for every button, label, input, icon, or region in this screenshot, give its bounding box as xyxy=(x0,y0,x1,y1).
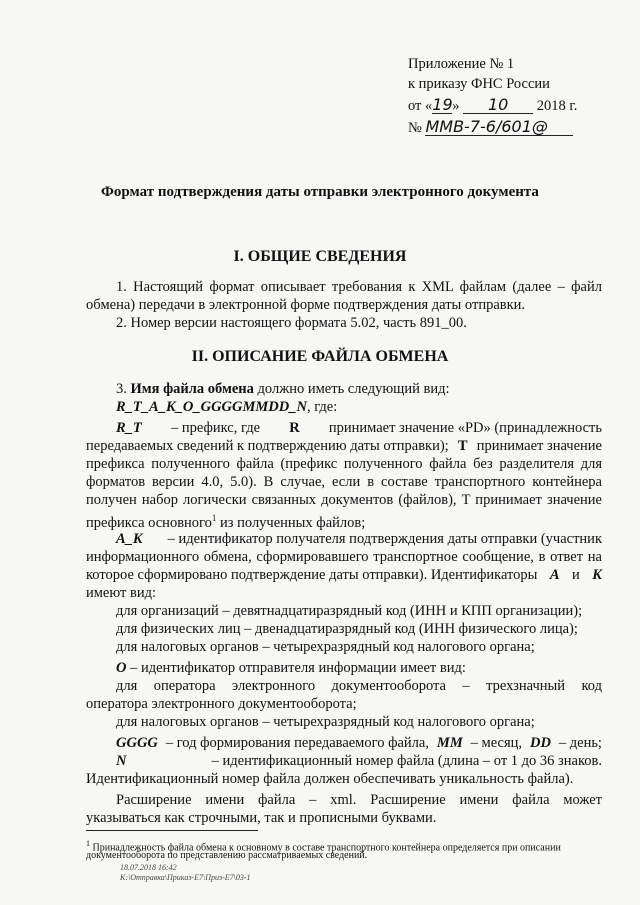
rt-line-6 xyxy=(86,510,365,532)
ak-line-4: имеют вид: xyxy=(86,585,156,601)
rt-line-2 xyxy=(86,438,602,455)
p3-bold: Имя файла обмена xyxy=(130,381,254,397)
order-date xyxy=(408,96,577,115)
o-tax-authorities: для налоговых органов – четырехразрядный код налогового органа; xyxy=(116,714,535,730)
g-var: GGGG xyxy=(116,735,158,751)
extension-line-2: указываться как строчными, так и прописными буквами. xyxy=(86,810,437,826)
extension-line-1: Расширение имени файла – xml. Расширение имени файла может xyxy=(116,792,602,808)
n-line-1 xyxy=(116,753,602,770)
ak-line-3 xyxy=(86,567,602,584)
rt-l1-a: – префикс, где xyxy=(170,420,261,436)
rt-l6-b: из полученных файлов; xyxy=(220,514,366,531)
footnote-ref: 1 xyxy=(211,513,217,523)
number-value: ММВ-7-6/601@ xyxy=(425,118,573,136)
number-prefix: № xyxy=(408,120,422,136)
paragraph-1-line-1: 1. Настоящий формат описывает требования к XML файлам (далее – файл xyxy=(116,279,602,295)
o-operator-line-1: для оператора электронного документооборота – трехзначный код xyxy=(116,678,602,694)
print-stamp-line-1: 18.07.2018 16:42 xyxy=(120,863,177,872)
n-var: N xyxy=(116,753,127,769)
rt-l1-b: принимает значение «PD» (принадлежность xyxy=(328,420,602,436)
rt-line-1 xyxy=(116,420,602,437)
ak-l1: – идентификатор получателя подтверждения даты отправки (участник xyxy=(167,531,602,547)
paragraph-1-line-2: обмена) передачи в электронной форме подтверждения даты отправки. xyxy=(86,297,526,313)
footnote-line-2: документооборота по представлению рассматриваемых сведений. xyxy=(86,850,368,861)
date-month: 10 xyxy=(463,96,533,114)
document-title: Формат подтверждения даты отправки электронного документа xyxy=(101,184,539,200)
o-var: O xyxy=(116,660,127,676)
ak-l3: которое сформировано подтверждение даты отправки). Идентификаторы xyxy=(86,567,538,583)
ak-l3-and: и xyxy=(572,567,580,583)
rt-l2-b: принимает значение xyxy=(476,438,602,454)
footnote-mark: 1 xyxy=(86,839,90,848)
print-stamp-line-2: К:\Отправка\Приказ-Е7\Приз-Е7\03-1 xyxy=(120,873,251,882)
ak-organizations: для организаций – девятнадцатиразрядный код (ИНН и КПП организации); xyxy=(116,603,583,619)
rt-l6-a: префикса основного xyxy=(86,514,212,531)
ak-line-2: информационного обмена, сформировавшего транспортное сообщение, в ответ на xyxy=(86,549,602,565)
g-line xyxy=(116,735,602,752)
ak-individuals: для физических лиц – двенадцатиразрядный код (ИНН физического лица); xyxy=(116,621,578,637)
g-rest-1: – год формирования передаваемого файла, xyxy=(165,735,429,751)
pattern-value: R_T_A_K_O_GGGGMMDD_N xyxy=(116,399,307,415)
footnote-separator xyxy=(86,830,258,831)
rt-line-4: форматов версии 4.0, 5.0). В случае, если в составе транспортного контейнера xyxy=(86,474,602,490)
date-year: 2018 г. xyxy=(536,98,578,114)
paragraph-3 xyxy=(116,381,450,398)
paragraph-2: 2. Номер версии настоящего формата 5.02, часть 891_00. xyxy=(116,315,467,331)
filename-pattern xyxy=(116,399,337,416)
rt-l1-r: R xyxy=(289,420,300,436)
o-operator-line-2: оператора электронного документооборота; xyxy=(86,696,357,712)
section-1-title: I. ОБЩИЕ СВЕДЕНИЯ xyxy=(233,248,407,265)
date-day: 19 xyxy=(432,95,453,114)
order-label: к приказу ФНС России xyxy=(408,76,550,92)
rt-l2-a: передаваемых сведений к подтверждению даты отправки); xyxy=(86,438,449,454)
o-line xyxy=(116,660,466,677)
g-rest-2: – месяц, xyxy=(470,735,523,751)
rt-l2-t: T xyxy=(457,438,468,454)
footnote-text-1: Принадлежность файла обмена к основному в составе транспортного контейнера определяется при описании xyxy=(92,842,561,854)
p3-rest: должно иметь следующий вид: xyxy=(257,381,450,397)
n-line-2: Идентификационный номер файла должен обеспечивать уникальность файла). xyxy=(86,771,574,787)
ak-l3-k: K xyxy=(592,567,602,583)
section-2-title: II. ОПИСАНИЕ ФАЙЛА ОБМЕНА xyxy=(191,348,449,365)
g-dd: DD xyxy=(529,735,551,751)
order-number xyxy=(408,118,573,137)
date-mid: » xyxy=(452,98,460,114)
date-prefix: от « xyxy=(408,98,433,114)
p3-number: 3. xyxy=(116,381,127,397)
ak-l3-a: A xyxy=(549,567,560,583)
ak-var: A_K xyxy=(116,531,143,547)
o-rest: – идентификатор отправителя информации имеет вид: xyxy=(130,660,466,676)
appendix-label: Приложение № 1 xyxy=(408,56,515,72)
rt-var: R_T xyxy=(116,420,142,436)
g-rest-3: – день; xyxy=(558,735,602,751)
n-l1: – идентификационный номер файла (длина – от 1 до 36 знаков. xyxy=(211,753,602,769)
pattern-rest: , где: xyxy=(306,399,338,415)
ak-line-1 xyxy=(116,531,602,548)
ak-tax-authorities: для налоговых органов – четырехразрядный код налогового органа; xyxy=(116,639,535,655)
rt-line-5: получен набор логически связанных документов (файлов), T принимает значение xyxy=(86,492,602,508)
g-mm: MM xyxy=(436,735,463,751)
rt-line-3: префикса полученного файла (префикс полученного файла без разделителя для xyxy=(86,456,602,472)
